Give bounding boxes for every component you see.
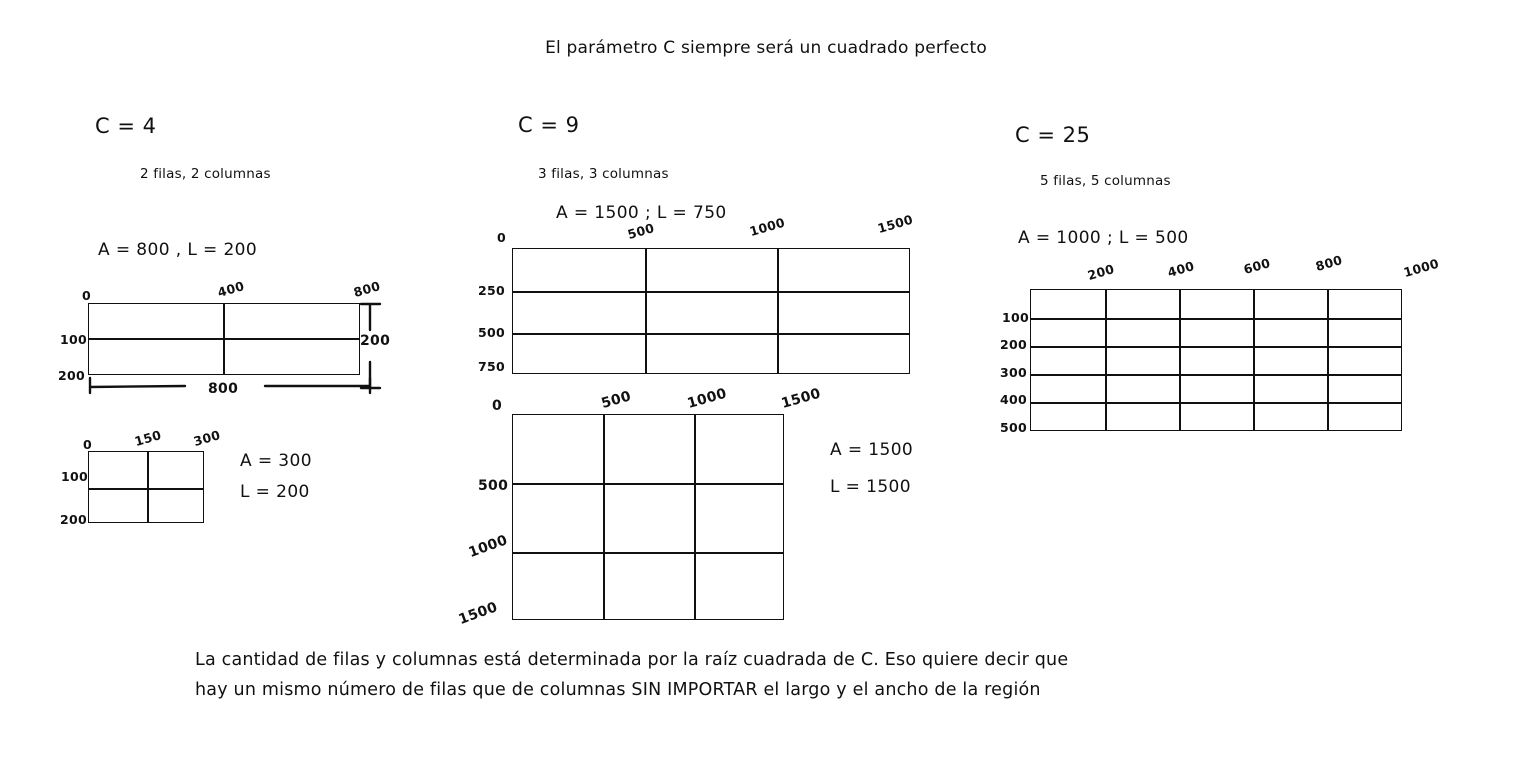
ytick-c4-ex1-2: 200 [58, 368, 85, 383]
xtick-c9-ex1-0: 0 [497, 230, 506, 245]
grid-line-vertical [1327, 290, 1329, 430]
width-annotation-c4: 800 [208, 381, 239, 397]
grid-line-horizontal [513, 333, 909, 335]
section-header-c4: C = 4 [95, 114, 157, 138]
xtick-c4-ex1-2: 800 [351, 278, 382, 300]
dims-label-c25-ex1: A = 1000 ; L = 500 [1018, 228, 1189, 248]
ytick-c4-ex1-1: 100 [60, 332, 87, 347]
grid-line-horizontal [513, 291, 909, 293]
section-subtitle-c25: 5 filas, 5 columnas [1040, 173, 1171, 189]
grid-c4-example1 [88, 303, 360, 375]
grid-line-horizontal [1031, 374, 1401, 376]
footer-caption-line1: La cantidad de filas y columnas está determinada por la raíz cuadrada de C. Eso quiere decir que [195, 650, 1069, 670]
grid-line-vertical [694, 415, 696, 619]
section-header-c25: C = 25 [1015, 123, 1091, 147]
grid-line-horizontal [1031, 402, 1401, 404]
ytick-c25-5: 500 [1000, 420, 1027, 435]
ytick-c9-ex1-3: 750 [478, 359, 505, 374]
ytick-c9-ex1-1: 250 [478, 283, 505, 298]
xtick-c9-ex2-1: 500 [599, 388, 633, 412]
xtick-c9-ex1-3: 1500 [875, 211, 915, 236]
xtick-c4-ex1-1: 400 [215, 278, 246, 300]
grid-line-vertical [1179, 290, 1181, 430]
ytick-c9-ex2-1: 500 [478, 478, 509, 494]
ytick-c25-3: 300 [1000, 365, 1027, 380]
xtick-c25-3: 600 [1241, 255, 1272, 277]
xtick-c4-ex1-0: 0 [82, 288, 91, 303]
xtick-c4-ex2-1: 150 [132, 427, 163, 449]
xtick-c9-ex1-1: 500 [625, 220, 656, 242]
grid-c4-example2 [88, 451, 204, 523]
page-title: El parámetro C siempre será un cuadrado perfecto [545, 38, 987, 58]
dims-label-a-c4-ex2: A = 300 [240, 451, 312, 471]
grid-line-vertical [147, 452, 149, 522]
xtick-c9-ex2-3: 1500 [779, 385, 823, 412]
ytick-c25-4: 400 [1000, 392, 1027, 407]
ytick-c4-ex2-2: 200 [60, 512, 87, 527]
grid-line-vertical [1105, 290, 1107, 430]
grid-line-vertical [777, 249, 779, 373]
grid-line-vertical [603, 415, 605, 619]
dims-label-l-c9-ex2: L = 1500 [830, 477, 911, 497]
grid-line-horizontal [1031, 346, 1401, 348]
ytick-c9-ex2-3: 1500 [456, 599, 500, 628]
grid-c25-example1 [1030, 289, 1402, 431]
ytick-c25-1: 100 [1002, 310, 1029, 325]
section-subtitle-c9: 3 filas, 3 columnas [538, 166, 669, 182]
dims-label-c9-ex1: A = 1500 ; L = 750 [556, 203, 727, 223]
grid-line-horizontal [513, 552, 783, 554]
xtick-c25-5: 1000 [1401, 255, 1441, 280]
dims-label-a-c9-ex2: A = 1500 [830, 440, 914, 460]
xtick-c25-2: 400 [1165, 258, 1196, 280]
grid-line-horizontal [89, 488, 203, 490]
grid-c9-example1 [512, 248, 910, 374]
grid-line-horizontal [513, 483, 783, 485]
grid-line-horizontal [1031, 318, 1401, 320]
ytick-c25-2: 200 [1000, 337, 1027, 352]
xtick-c9-ex2-0: 0 [492, 398, 503, 414]
dims-label-c4-ex1: A = 800 , L = 200 [98, 240, 258, 260]
grid-c9-example2 [512, 414, 784, 620]
footer-caption-line2: hay un mismo número de filas que de columnas SIN IMPORTAR el largo y el ancho de la región [195, 680, 1041, 700]
ytick-c9-ex1-2: 500 [478, 325, 505, 340]
grid-line-vertical [645, 249, 647, 373]
dims-label-l-c4-ex2: L = 200 [240, 482, 310, 502]
xtick-c25-1: 200 [1085, 261, 1116, 283]
grid-line-horizontal [89, 338, 359, 340]
xtick-c4-ex2-0: 0 [83, 437, 92, 452]
ytick-c4-ex2-1: 100 [61, 469, 88, 484]
grid-line-vertical [1253, 290, 1255, 430]
footer-caption [195, 645, 1345, 705]
xtick-c9-ex1-2: 1000 [747, 214, 787, 239]
height-annotation-c4: 200 [360, 333, 391, 349]
xtick-c25-4: 800 [1313, 252, 1344, 274]
section-header-c9: C = 9 [518, 113, 580, 137]
ytick-c9-ex2-2: 1000 [466, 532, 510, 561]
section-subtitle-c4: 2 filas, 2 columnas [140, 166, 271, 182]
xtick-c9-ex2-2: 1000 [685, 385, 729, 412]
xtick-c4-ex2-2: 300 [191, 427, 222, 449]
